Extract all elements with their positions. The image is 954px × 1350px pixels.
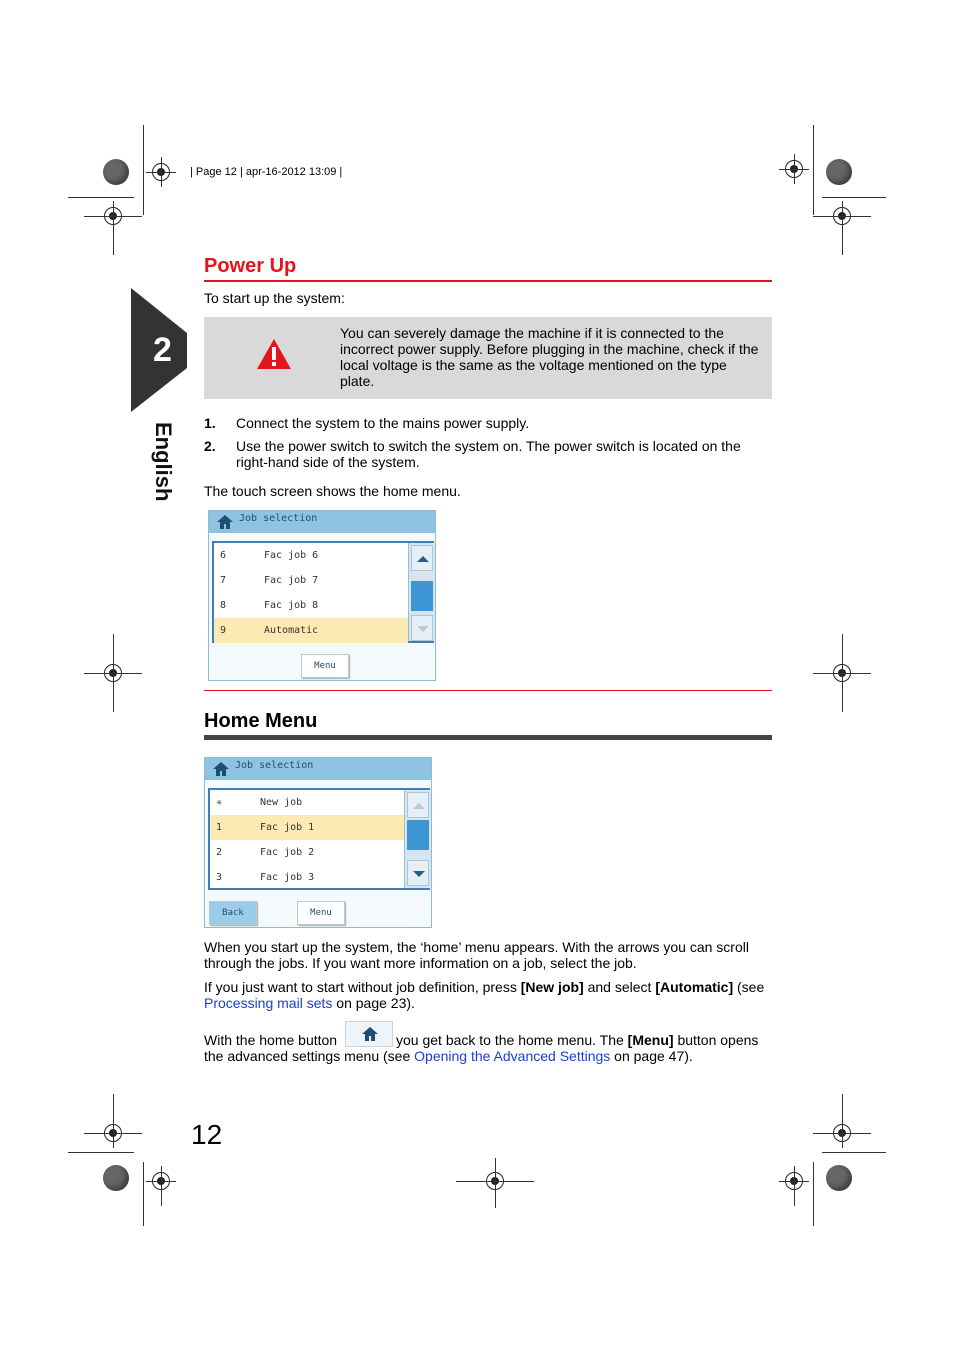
list-item[interactable]: 8 Fac job 8	[220, 600, 319, 611]
scrollbar[interactable]	[404, 790, 431, 888]
registration-dot	[826, 1165, 852, 1191]
home-button-illustration	[345, 1021, 393, 1047]
warning-triangle-icon	[256, 338, 292, 370]
scroll-down-button[interactable]	[411, 615, 433, 641]
scroll-down-button[interactable]	[407, 860, 429, 886]
section-divider	[204, 690, 772, 691]
back-button[interactable]: Back	[209, 901, 257, 925]
warning-text: You can severely damage the machine if it is connected to the incorrect power supply. Before plugging in the machine, check if the local voltage is the same as the voltage mentioned on the type plate.	[340, 325, 759, 389]
home-icon	[362, 1027, 378, 1041]
section-title-home-menu: Home Menu	[204, 710, 318, 732]
scroll-thumb[interactable]	[407, 820, 429, 850]
scroll-up-icon	[413, 803, 425, 809]
chapter-tab	[131, 288, 187, 412]
list-item[interactable]: 3 Fac job 3	[216, 872, 315, 883]
registration-mark-icon	[98, 1118, 128, 1148]
registration-dot	[826, 159, 852, 185]
registration-mark-icon	[779, 154, 809, 184]
list-item[interactable]: 6 Fac job 6	[220, 550, 319, 561]
language-label: English	[151, 422, 176, 502]
registration-mark-icon	[146, 157, 176, 187]
screen-header-label: Job selection	[235, 760, 314, 771]
paragraph-home-button-a: With the home button	[204, 1032, 338, 1048]
page-info: | Page 12 | apr-16-2012 13:09 |	[190, 166, 343, 178]
step-text: Connect the system to the mains power supply.	[236, 415, 530, 431]
intro-text: To start up the system:	[204, 290, 345, 306]
menu-button[interactable]: Menu	[301, 654, 349, 678]
list-item-selected[interactable]: 9 Automatic	[214, 618, 408, 643]
home-icon[interactable]	[217, 515, 233, 529]
job-list	[208, 788, 430, 890]
title-underline	[204, 735, 772, 740]
screen-header-label: Job selection	[239, 513, 318, 524]
registration-mark-icon	[146, 1166, 176, 1196]
paragraph-advanced-settings: the advanced settings menu (see Opening the Advanced Settings on page 47).	[204, 1048, 693, 1064]
title-underline	[204, 280, 772, 282]
job-list	[212, 541, 434, 643]
registration-mark-icon	[827, 201, 857, 231]
section-title-power-up: Power Up	[204, 255, 297, 277]
scroll-up-icon	[417, 556, 429, 562]
link-processing-mail-sets[interactable]: Processing mail sets	[204, 995, 333, 1011]
list-item-selected[interactable]: 1 Fac job 1	[210, 815, 404, 840]
list-item[interactable]: 2 Fac job 2	[216, 847, 315, 858]
paragraph-new-job: If you just want to start without job definition, press [New job] and select [Automatic] (see Processing mail sets on page 23).	[204, 979, 765, 1011]
registration-dot	[103, 1165, 129, 1191]
screen-header	[209, 511, 435, 533]
scroll-up-button[interactable]	[407, 792, 429, 818]
list-item[interactable]: ✳ New job	[216, 797, 303, 808]
touch-screen-home-2	[204, 757, 432, 928]
scroll-thumb[interactable]	[411, 581, 433, 611]
registration-mark-icon	[98, 658, 128, 688]
step-number: 1.	[204, 415, 216, 431]
touch-screen-home-1	[208, 510, 436, 681]
registration-dot	[103, 159, 129, 185]
warning-box	[204, 317, 772, 399]
link-opening-advanced-settings[interactable]: Opening the Advanced Settings	[414, 1048, 611, 1064]
paragraph-home-menu: When you start up the system, the ‘home’ menu appears. With the arrows you can scroll through the jobs. If you want more information on a job, select the job.	[204, 939, 749, 971]
registration-mark-icon	[480, 1166, 510, 1196]
list-item[interactable]: 7 Fac job 7	[220, 575, 319, 586]
home-icon[interactable]	[213, 762, 229, 776]
step-number: 2.	[204, 438, 216, 454]
chapter-number: 2	[153, 331, 172, 369]
after-steps-text: The touch screen shows the home menu.	[204, 483, 461, 499]
registration-mark-icon	[827, 1118, 857, 1148]
page-number: 12	[191, 1119, 223, 1150]
menu-button[interactable]: Menu	[297, 901, 345, 925]
registration-mark-icon	[779, 1166, 809, 1196]
registration-mark-icon	[98, 201, 128, 231]
registration-mark-icon	[827, 658, 857, 688]
scrollbar[interactable]	[408, 543, 435, 641]
screen-header	[205, 758, 431, 780]
scroll-down-icon	[413, 871, 425, 877]
scroll-down-icon	[417, 626, 429, 632]
step-text: Use the power switch to switch the system on. The power switch is located on the right-hand side of the system.	[236, 438, 741, 470]
paragraph-home-button-b: you get back to the home menu. The [Menu] button opens	[396, 1032, 759, 1048]
scroll-up-button[interactable]	[411, 545, 433, 571]
